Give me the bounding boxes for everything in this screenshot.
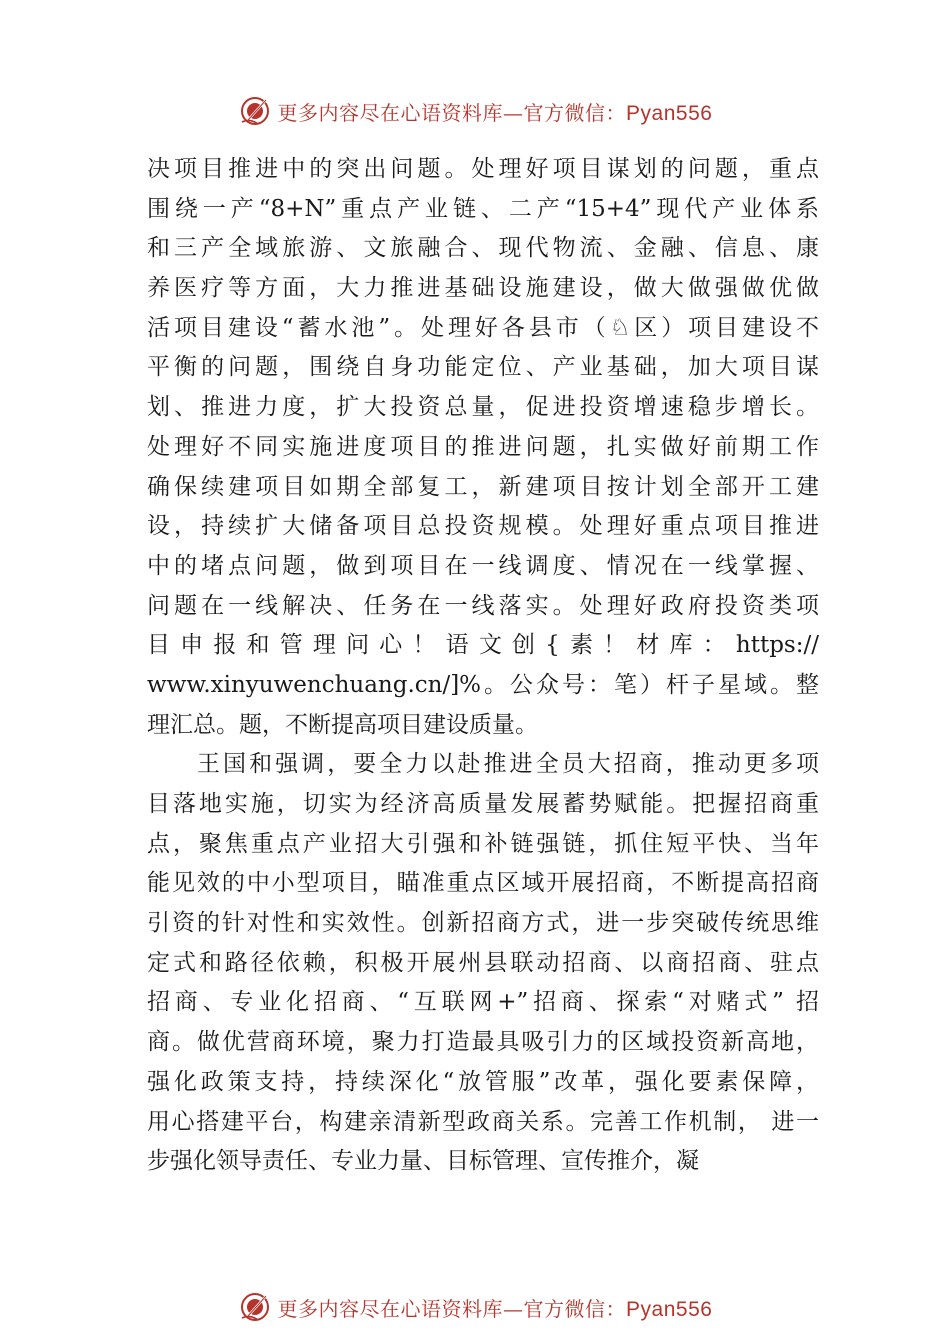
pen-logo-icon xyxy=(238,94,272,128)
wechat-id: Pyan556 xyxy=(626,1297,713,1321)
text-line: 划、推进力度，扩大投资总量，促进投资增速稳步增长。 xyxy=(147,394,819,421)
text-line: 养医疗等方面，大力推进基础设施建设，做大做强做优做 xyxy=(147,275,819,302)
pen-logo-icon xyxy=(238,1290,272,1324)
text-line: 引资的针对性和实效性。创新招商方式，进一步突破传统思维 xyxy=(147,910,819,937)
text-line: 招商、专业化招商、“互联网+”招商、探索“对赌式” 招 xyxy=(147,989,819,1016)
text-line: 设，持续扩大储备项目总投资规模。处理好重点项目推进 xyxy=(147,513,819,540)
text-line: 和三产全域旅游、文旅融合、现代物流、金融、信息、康 xyxy=(147,235,819,262)
text-line: 围绕一产“8+N”重点产业链、二产“15+4”现代产业体系 xyxy=(147,195,819,222)
text-line: 中的堵点问题，做到项目在一线调度、情况在一线掌握、 xyxy=(147,552,819,579)
header-banner-text: 更多内容尽在心语资料库—官方微信：Pyan556 xyxy=(277,100,713,125)
document-body xyxy=(147,150,819,1182)
text-line: 步强化领导责任、专业力量、目标管理、宣传推介，凝 xyxy=(147,1148,699,1175)
text-line: 活项目建设“蓄水池”。处理好各县市（♘区）项目建设不 xyxy=(147,314,819,341)
paragraph-first-line: 王国和强调，要全力以赴推进全员大招商，推动更多项 xyxy=(197,751,819,778)
text-line: 决项目推进中的突出问题。处理好项目谋划的问题，重点 xyxy=(147,156,819,182)
text-line: 能见效的中小型项目，瞄准重点区域开展招商，不断提高招商 xyxy=(147,870,819,897)
wechat-id: Pyan556 xyxy=(626,101,713,125)
text-line: 用心搭建平台，构建亲清新型政商关系。完善工作机制， 进一 xyxy=(147,1108,819,1135)
text-line: www.xinyuwenchuang.cn/]%。公众号：笔）杆子星域。整 xyxy=(147,671,819,698)
footer-banner xyxy=(0,1290,950,1324)
text-line: 平衡的问题，围绕自身功能定位、产业基础，加大项目谋 xyxy=(147,354,819,381)
text-line: 目申报和管理问心！语文创{素！材库：https:// xyxy=(147,632,819,659)
text-line: 强化政策支持，持续深化“放管服”改革，强化要素保障， xyxy=(147,1068,819,1095)
text-line: 定式和路径依赖，积极开展州县联动招商、以商招商、驻点 xyxy=(147,949,819,976)
footer-banner-text: 更多内容尽在心语资料库—官方微信：Pyan556 xyxy=(277,1296,713,1321)
text-line: 确保续建项目如期全部复工，新建项目按计划全部开工建 xyxy=(147,473,819,500)
text-line: 商。做优营商环境，聚力打造最具吸引力的区域投资新高地， xyxy=(147,1029,819,1056)
header-banner xyxy=(0,94,950,128)
text-line: 问题在一线解决、任务在一线落实。处理好政府投资类项 xyxy=(147,592,819,619)
text-line: 目落地实施，切实为经济高质量发展蓄势赋能。把握招商重 xyxy=(147,791,819,817)
text-line: 点，聚焦重点产业招大引强和补链强链，抓住短平快、当年 xyxy=(147,830,819,857)
text-line: 处理好不同实施进度项目的推进问题，扎实做好前期工作 xyxy=(147,433,819,460)
text-line: 理汇总。题，不断提高项目建设质量。 xyxy=(147,711,538,738)
